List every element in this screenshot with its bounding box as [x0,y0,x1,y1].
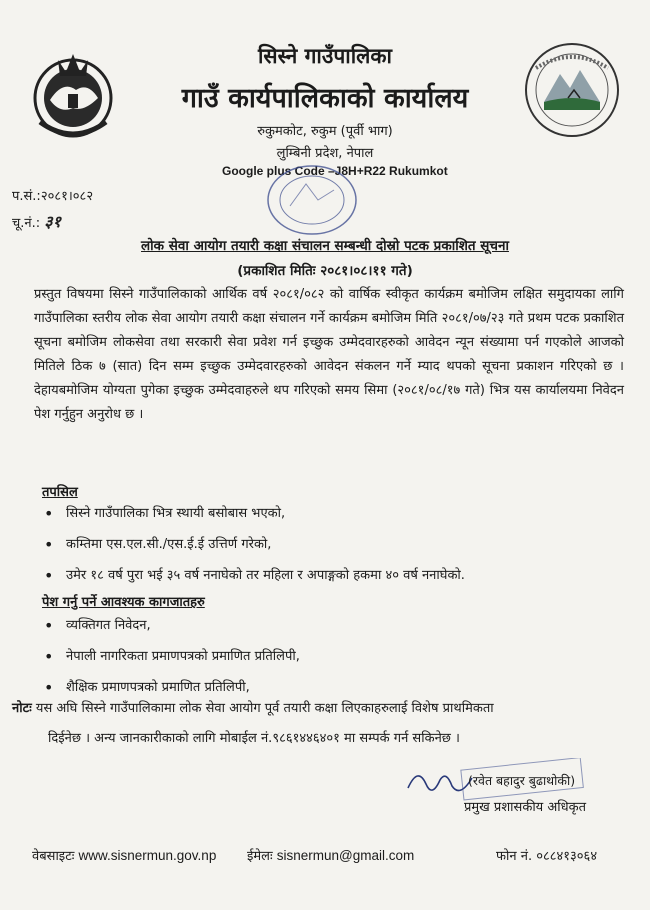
office-stamp-icon [262,160,362,240]
note-label: नोटः [12,701,32,716]
list-item: • व्यक्तिगत निवेदन, [42,614,622,645]
email-link[interactable]: sisnermun@gmail.com [276,848,415,863]
plus-code: Google plus Code –J8H+R22 Rukumkot [222,164,448,178]
footer-website [32,846,216,864]
website-link[interactable]: www.sisnermun.gov.np [78,848,217,863]
address-line-2: लुम्बिनी प्रदेश, नेपाल [276,146,374,161]
footer-email [247,846,414,864]
note-line-2: दिईनेछ । अन्य जानकारीकाको लागि मोबाईल नं.९८६१४४६४०१ मा सम्पर्क गर्न सकिनेछ । [48,731,460,746]
address-line-1: रुकुमकोट, रुकुम (पूर्वी भाग) [257,124,393,139]
municipality-logo-icon [522,40,622,140]
list-item: • शैक्षिक प्रमाणपत्रको प्रमाणित प्रतिलिपी, [42,676,622,707]
dispatch-number [12,210,61,232]
list-item: • सिस्ने गाउँपालिका भित्र स्थायी बसोबास भएको, [42,502,622,533]
phone-label: फोन नं. [496,849,533,864]
note-line-1: यस अघि सिस्ने गाउँपालिकामा लोक सेवा आयोग पूर्व तयारी कक्षा लिएकाहरुलाई विशेष प्राथमिकता [35,701,494,716]
phone-number: ०८८४१३०६४ [536,849,598,864]
note-block [12,694,624,754]
email-label: ईमेलः [247,849,273,864]
list-item: • उमेर १८ वर्ष पुरा भई ३५ वर्ष ननाघेको तर महिला र अपाङ्गको हकमा ४० वर्ष ननाघेको. [42,564,622,595]
notice-title-text: लोक सेवा आयोग तयारी कक्षा संचालन सम्बन्धी दोस्रो पटक प्रकाशित सूचना [141,238,509,254]
dispatch-value: ३१ [44,212,61,231]
ref-label: प.सं.: [12,189,41,204]
municipality-name: सिस्ने गाउँपालिका [257,44,392,68]
details-heading: तपसिल [42,485,78,500]
notice-title [0,236,650,254]
list-item: • कम्तिमा एस.एल.सी./एस.ई.ई उत्तिर्ण गरेको, [42,533,622,564]
list-item: • नेपाली नागरिकता प्रमाणपत्रको प्रमाणित प्रतिलिपी, [42,645,622,676]
dispatch-label: चू.नं.: [12,216,41,231]
documents-heading: पेश गर्नु पर्ने आवश्यक कागजातहरु [42,595,205,610]
website-label: वेबसाइटः [32,849,75,864]
reference-number [12,186,93,204]
ref-value: २०८१।०८२ [40,189,94,204]
publish-date: (प्रकाशित मितिः २०८१।०८।११ गते) [237,263,413,279]
footer-phone [496,846,597,864]
signatory-name: (रवेत बहादुर बुढाथोकी) [468,773,576,788]
office-title: गाउँ कार्यपालिकाको कार्यालय [181,83,469,114]
details-list [42,502,622,595]
notice-body: प्रस्तुत विषयमा सिस्ने गाउँपालिकाको आर्थिक वर्ष २०८१/०८२ को वार्षिक स्वीकृत कार्यक्रम बमोजिम लक्षित समुदायका लागि गाउँपालिका स्तरीय लोक सेवा आयोग तयारी कक्षा संचालन गर्ने कार्यक्रम बमोजिम मिति २०८१/०७/२३ गते प्रथम पटक प्रकाशित सूचना बमोजिम लोकसेवा तथा सरकारी सेवा प्रवेश गर्न इच्छुक उम्मेदवारहरुको आवेदन न्यून संख्यामा पर्न गएकोले आजको मितिले ठिक ७ (सात) दिन सम्म इच्छुक उम्मेदवारहरुको आवेदन संकलन गर्ने म्याद थपको सूचना प्रकाशन गरिएको छ । देहायबमोजिम योग्यता पुगेका इच्छुक उम्मेदवाहरुले थप गरिएको समय सिमा (२०८१/०८/१७ गते) भित्र यस कार्यालयमा निवेदन पेश गर्नुहुन अनुरोध छ । [34,287,624,422]
signatory-role: प्रमुख प्रशासकीय अधिकृत [464,800,587,815]
